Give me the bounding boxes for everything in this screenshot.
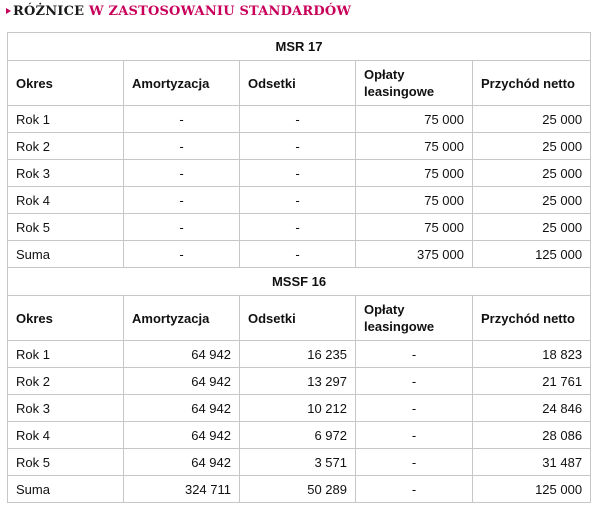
cell-przychod-netto: 25 000 [473,214,591,241]
cell-oplaty-leasingowe: - [356,341,473,368]
cell-amortyzacja: - [124,241,240,268]
column-header-row [8,296,591,341]
section-title-row [8,268,591,296]
cell-odsetki: - [240,241,356,268]
cell-okres: Suma [8,476,124,503]
cell-odsetki: 16 235 [240,341,356,368]
cell-okres: Rok 4 [8,422,124,449]
cell-amortyzacja: - [124,160,240,187]
column-header-odsetki: Odsetki [240,61,356,106]
cell-okres: Rok 5 [8,449,124,476]
cell-amortyzacja: 64 942 [124,341,240,368]
cell-okres: Rok 4 [8,187,124,214]
cell-amortyzacja: - [124,214,240,241]
cell-oplaty-leasingowe: 75 000 [356,187,473,214]
cell-odsetki: 6 972 [240,422,356,449]
cell-przychod-netto: 125 000 [473,476,591,503]
table-row [8,160,591,187]
cell-oplaty-leasingowe: - [356,449,473,476]
column-header-okres: Okres [8,61,124,106]
table-row [8,106,591,133]
cell-oplaty-leasingowe: - [356,476,473,503]
cell-oplaty-leasingowe: 75 000 [356,214,473,241]
column-header-przychod-netto: Przychód netto [473,61,591,106]
column-header-oplaty-leasingowe: Opłaty leasingowe [356,61,473,106]
cell-amortyzacja: 64 942 [124,368,240,395]
cell-amortyzacja: 64 942 [124,422,240,449]
comparison-table-body [8,33,591,503]
table-row [8,476,591,503]
column-header-odsetki: Odsetki [240,296,356,341]
cell-przychod-netto: 25 000 [473,106,591,133]
cell-oplaty-leasingowe: - [356,422,473,449]
cell-przychod-netto: 31 487 [473,449,591,476]
table-row [8,187,591,214]
cell-przychod-netto: 24 846 [473,395,591,422]
cell-odsetki: 13 297 [240,368,356,395]
table-row [8,241,591,268]
cell-amortyzacja: 64 942 [124,395,240,422]
section-title-row [8,33,591,61]
cell-amortyzacja: - [124,106,240,133]
cell-oplaty-leasingowe: 75 000 [356,106,473,133]
cell-okres: Rok 2 [8,133,124,160]
cell-amortyzacja: - [124,133,240,160]
cell-oplaty-leasingowe: - [356,368,473,395]
cell-przychod-netto: 25 000 [473,133,591,160]
column-header-amortyzacja: Amortyzacja [124,296,240,341]
column-header-row [8,61,591,106]
column-header-przychod-netto: Przychód netto [473,296,591,341]
column-header-amortyzacja: Amortyzacja [124,61,240,106]
cell-odsetki: - [240,160,356,187]
cell-przychod-netto: 25 000 [473,160,591,187]
cell-okres: Rok 2 [8,368,124,395]
cell-odsetki: 10 212 [240,395,356,422]
cell-amortyzacja: 64 942 [124,449,240,476]
cell-okres: Suma [8,241,124,268]
cell-oplaty-leasingowe: 75 000 [356,160,473,187]
cell-przychod-netto: 18 823 [473,341,591,368]
cell-odsetki: - [240,187,356,214]
table-row [8,422,591,449]
section-title: MSR 17 [8,33,591,61]
bullet-arrow-icon [6,8,11,14]
cell-przychod-netto: 125 000 [473,241,591,268]
cell-odsetki: - [240,133,356,160]
cell-oplaty-leasingowe: 75 000 [356,133,473,160]
cell-okres: Rok 1 [8,341,124,368]
cell-odsetki: - [240,106,356,133]
cell-odsetki: - [240,214,356,241]
cell-okres: Rok 3 [8,160,124,187]
cell-przychod-netto: 21 761 [473,368,591,395]
cell-okres: Rok 1 [8,106,124,133]
cell-amortyzacja: - [124,187,240,214]
section-title: MSSF 16 [8,268,591,296]
table-row [8,214,591,241]
column-header-oplaty-leasingowe: Opłaty leasingowe [356,296,473,341]
table-row [8,368,591,395]
cell-amortyzacja: 324 711 [124,476,240,503]
heading-prefix: RÓŻNICE [13,3,85,19]
cell-odsetki: 50 289 [240,476,356,503]
cell-przychod-netto: 28 086 [473,422,591,449]
cell-odsetki: 3 571 [240,449,356,476]
cell-okres: Rok 3 [8,395,124,422]
table-row [8,395,591,422]
table-row [8,133,591,160]
cell-oplaty-leasingowe: - [356,395,473,422]
comparison-table [7,32,591,503]
column-header-okres: Okres [8,296,124,341]
cell-oplaty-leasingowe: 375 000 [356,241,473,268]
heading-accent-text: W ZASTOSOWANIU STANDARDÓW [88,3,352,19]
table-row [8,449,591,476]
table-heading [6,1,351,21]
cell-okres: Rok 5 [8,214,124,241]
cell-przychod-netto: 25 000 [473,187,591,214]
table-row [8,341,591,368]
